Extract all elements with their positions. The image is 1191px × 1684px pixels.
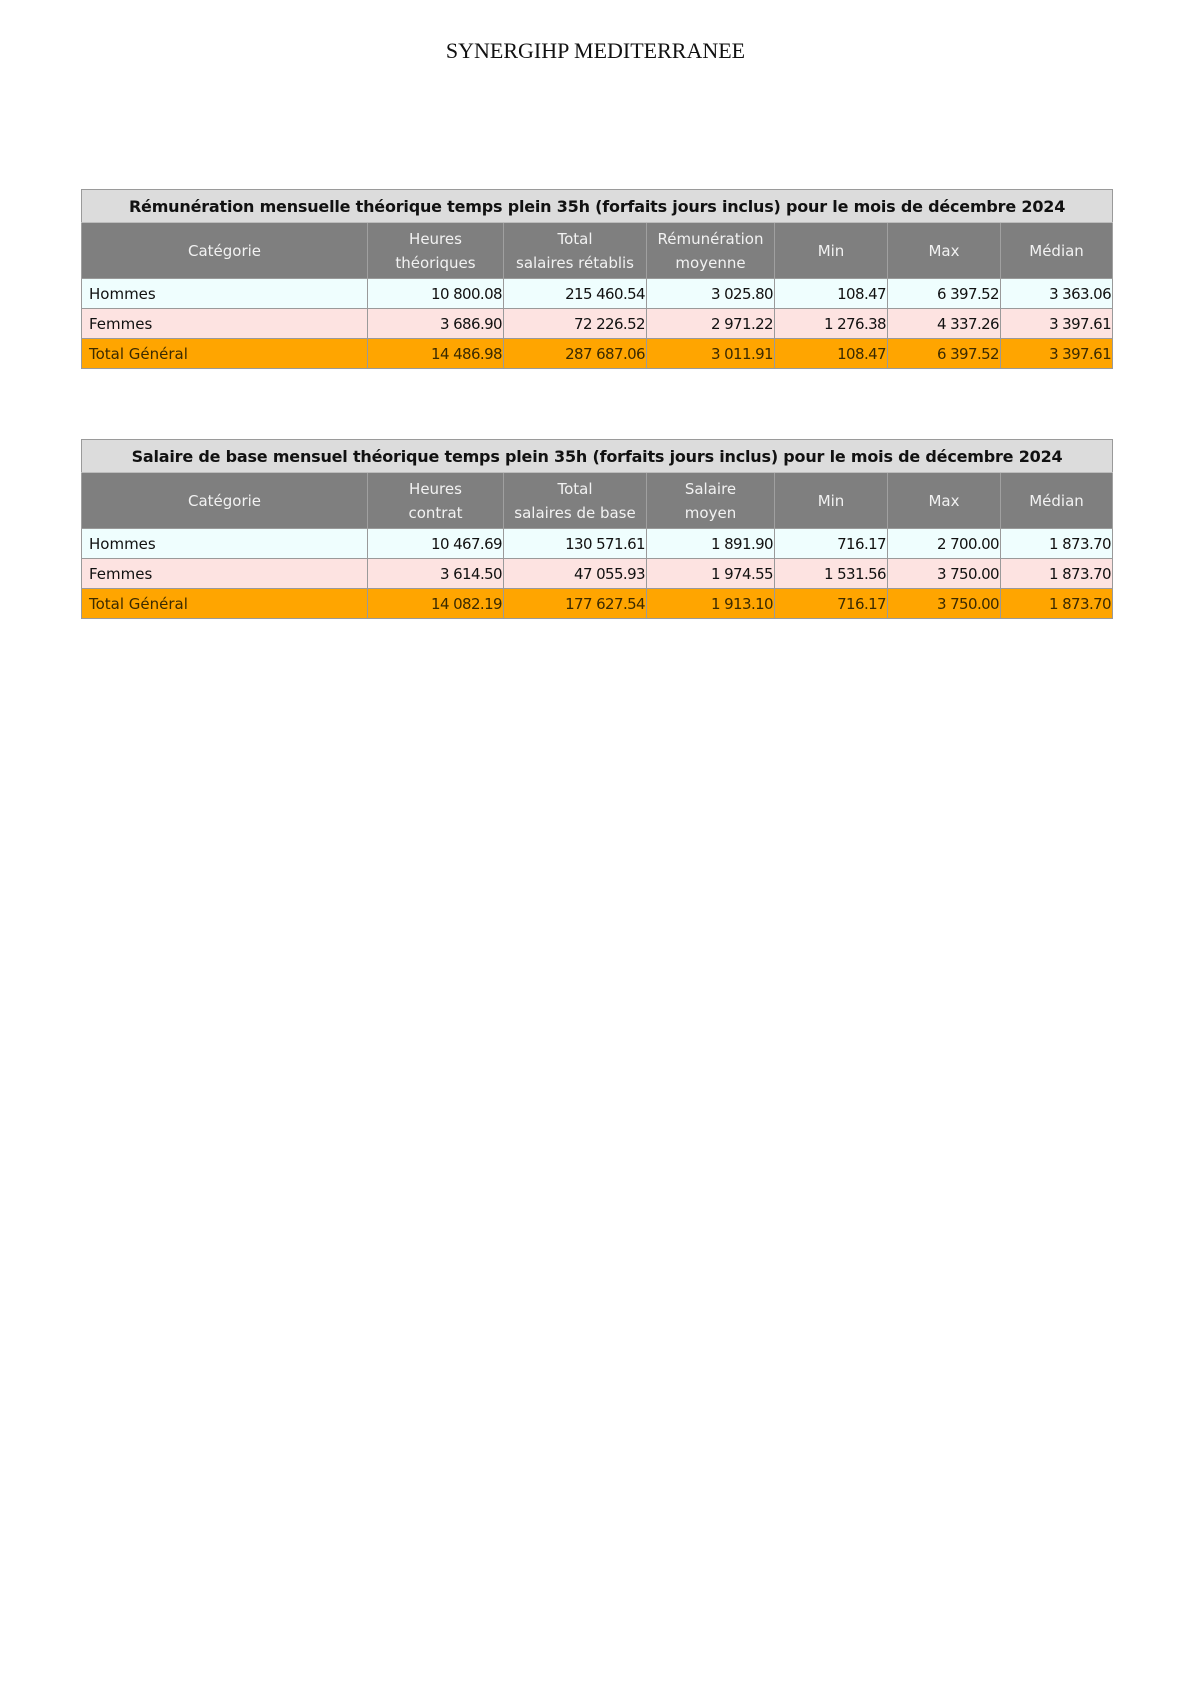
cell-value: 72 226.52 — [504, 309, 647, 339]
cell-value: 10 800.08 — [368, 279, 504, 309]
cell-value: 716.17 — [775, 529, 888, 559]
table-row-femmes — [82, 559, 1113, 589]
column-header-categorie: Catégorie — [82, 473, 368, 529]
column-header-max: Max — [888, 473, 1001, 529]
cell-value: 1 913.10 — [647, 589, 775, 619]
cell-value: 215 460.54 — [504, 279, 647, 309]
cell-value: 287 687.06 — [504, 339, 647, 369]
table-header-row — [82, 473, 1113, 529]
column-header-categorie: Catégorie — [82, 223, 368, 279]
cell-value: 2 971.22 — [647, 309, 775, 339]
cell-value: 3 397.61 — [1001, 339, 1113, 369]
table-caption-row — [82, 190, 1113, 223]
row-category: Total Général — [82, 339, 368, 369]
cell-value: 1 276.38 — [775, 309, 888, 339]
cell-value: 1 873.70 — [1001, 589, 1113, 619]
cell-value: 108.47 — [775, 279, 888, 309]
table-row-hommes — [82, 279, 1113, 309]
cell-value: 3 750.00 — [888, 559, 1001, 589]
column-header-total-salaires-de-base: Total salaires de base — [504, 473, 647, 529]
cell-value: 14 082.19 — [368, 589, 504, 619]
cell-value: 1 891.90 — [647, 529, 775, 559]
cell-value: 3 614.50 — [368, 559, 504, 589]
column-header-median: Médian — [1001, 223, 1113, 279]
cell-value: 10 467.69 — [368, 529, 504, 559]
cell-value: 130 571.61 — [504, 529, 647, 559]
cell-value: 1 974.55 — [647, 559, 775, 589]
column-header-median: Médian — [1001, 473, 1113, 529]
row-category: Femmes — [82, 559, 368, 589]
cell-value: 3 363.06 — [1001, 279, 1113, 309]
cell-value: 716.17 — [775, 589, 888, 619]
table-row-hommes — [82, 529, 1113, 559]
cell-value: 1 531.56 — [775, 559, 888, 589]
table-caption: Rémunération mensuelle théorique temps plein 35h (forfaits jours inclus) pour le mois de décembre 2024 — [82, 190, 1113, 223]
column-header-heures-theoriques: Heures théoriques — [368, 223, 504, 279]
table-caption-row — [82, 440, 1113, 473]
table-row-total — [82, 589, 1113, 619]
row-category: Hommes — [82, 279, 368, 309]
cell-value: 108.47 — [775, 339, 888, 369]
remuneration-table — [81, 189, 1113, 369]
row-category: Hommes — [82, 529, 368, 559]
cell-value: 14 486.98 — [368, 339, 504, 369]
document-title: SYNERGIHP MEDITERRANEE — [445, 38, 746, 63]
table-caption: Salaire de base mensuel théorique temps plein 35h (forfaits jours inclus) pour le mois de décembre 2024 — [82, 440, 1113, 473]
cell-value: 3 750.00 — [888, 589, 1001, 619]
column-header-max: Max — [888, 223, 1001, 279]
cell-value: 6 397.52 — [888, 279, 1001, 309]
cell-value: 3 686.90 — [368, 309, 504, 339]
cell-value: 2 700.00 — [888, 529, 1001, 559]
table-header-row — [82, 223, 1113, 279]
table-row-femmes — [82, 309, 1113, 339]
column-header-salaire-moyen: Salaire moyen — [647, 473, 775, 529]
cell-value: 3 025.80 — [647, 279, 775, 309]
row-category: Total Général — [82, 589, 368, 619]
cell-value: 1 873.70 — [1001, 559, 1113, 589]
salaire-de-base-table — [81, 439, 1113, 619]
cell-value: 4 337.26 — [888, 309, 1001, 339]
cell-value: 3 397.61 — [1001, 309, 1113, 339]
row-category: Femmes — [82, 309, 368, 339]
column-header-heures-contrat: Heures contrat — [368, 473, 504, 529]
cell-value: 47 055.93 — [504, 559, 647, 589]
column-header-total-salaires-retablis: Total salaires rétablis — [504, 223, 647, 279]
cell-value: 177 627.54 — [504, 589, 647, 619]
cell-value: 1 873.70 — [1001, 529, 1113, 559]
column-header-remuneration-moyenne: Rémunération moyenne — [647, 223, 775, 279]
column-header-min: Min — [775, 223, 888, 279]
table-row-total — [82, 339, 1113, 369]
cell-value: 3 011.91 — [647, 339, 775, 369]
column-header-min: Min — [775, 473, 888, 529]
cell-value: 6 397.52 — [888, 339, 1001, 369]
